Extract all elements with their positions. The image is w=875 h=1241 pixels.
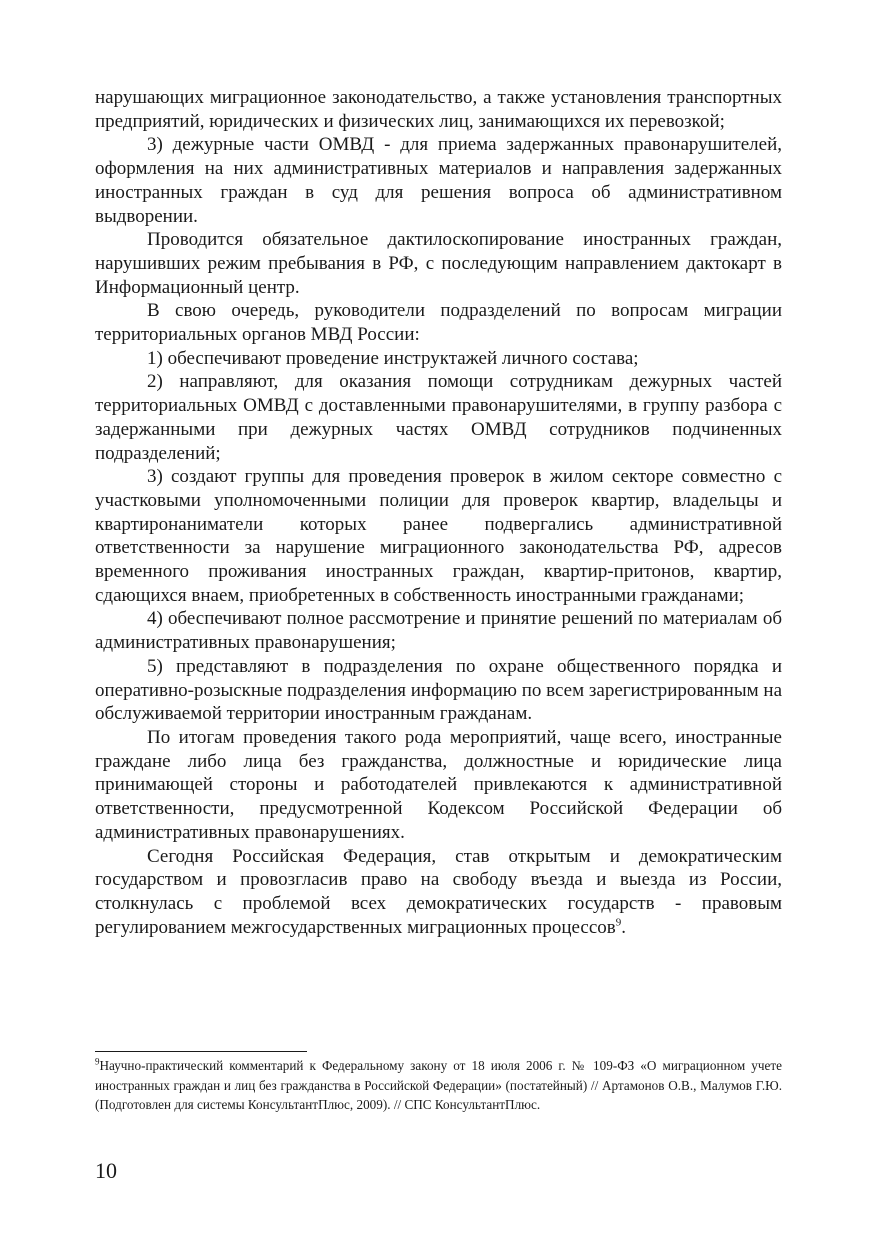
paragraph-11-text: Сегодня Российская Федерация, став открытым и демократическим государством и провозгласив право на свободу въезда и выезда из России, столкнулась с проблемой всех демократических государств - правовым регулированием межгосударственных миграционных процессов xyxy=(95,845,782,938)
body-text xyxy=(95,86,782,939)
footnote-text: Научно-практический комментарий к Федеральному закону от 18 июля 2006 г. № 109-ФЗ «О миграционном учете иностранных граждан и лиц без гражданства в Российской Федерации» (постатейный) // Артамонов О.В., Малумов Г.Ю. (Подготовлен для системы КонсультантПлюс, 2009). // СПС КонсультантПлюс. xyxy=(95,1058,782,1112)
footnote-reference[interactable]: 9 xyxy=(615,916,622,929)
paragraph-3: Проводится обязательное дактилоскопирование иностранных граждан, нарушивших режим пребывания в РФ, с последующим направлением дактокарт в Информационный центр. xyxy=(95,229,782,298)
paragraph-11 xyxy=(95,845,782,940)
paragraph-7: 3) создают группы для проведения проверок в жилом секторе совместно с участковыми уполномоченными полиции для проверок квартир, владельцы и квартиронаниматели которых ранее подвергались административной ответственности за нарушение миграционного законодательства РФ, адресов временного проживания иностранных граждан, квартир-притонов, квартир, сдающихся внаем, приобретенных в собственность иностранными гражданами; xyxy=(95,466,782,606)
paragraph-1: нарушающих миграционное законодательство, а также установления транспортных предприятий, юридических и физических лиц, занимающихся их перевозкой; xyxy=(95,87,782,132)
footnote-marker: 9 xyxy=(95,1056,100,1067)
page-number: 10 xyxy=(95,1158,117,1183)
paragraph-11-end: . xyxy=(621,916,627,938)
paragraph-4: В свою очередь, руководители подразделений по вопросам миграции территориальных органов МВД России: xyxy=(95,300,782,346)
paragraph-2: 3) дежурные части ОМВД - для приема задержанных правонарушителей, оформления на них административных материалов и направления задержанных иностранных граждан в суд для решения вопроса об административном выдворении. xyxy=(95,134,782,227)
paragraph-6: 2) направляют, для оказания помощи сотрудникам дежурных частей территориальных ОМВД с доставленными правонарушителями, в группу разбора с задержанными при дежурных частях ОМВД сотрудников подчиненных подразделений; xyxy=(95,371,782,464)
paragraph-5: 1) обеспечивают проведение инструктажей личного состава; xyxy=(147,347,639,369)
paragraph-8: 4) обеспечивают полное рассмотрение и принятие решений по материалам об административных правонарушения; xyxy=(95,608,782,654)
paragraph-9: 5) представляют в подразделения по охране общественного порядка и оперативно-розыскные подразделения информацию по всем зарегистрированным на обслуживаемой территории иностранным гражданам. xyxy=(95,655,782,725)
footnote xyxy=(95,1056,782,1115)
footnote-separator xyxy=(95,1051,307,1052)
paragraph-10: По итогам проведения такого рода мероприятий, чаще всего, иностранные граждане либо лица без гражданства, должностные и юридические лица принимающей стороны и работодателей привлекаются к административной ответственности, предусмотренной Кодексом Российской Федерации об административных правонарушениях. xyxy=(95,726,782,843)
